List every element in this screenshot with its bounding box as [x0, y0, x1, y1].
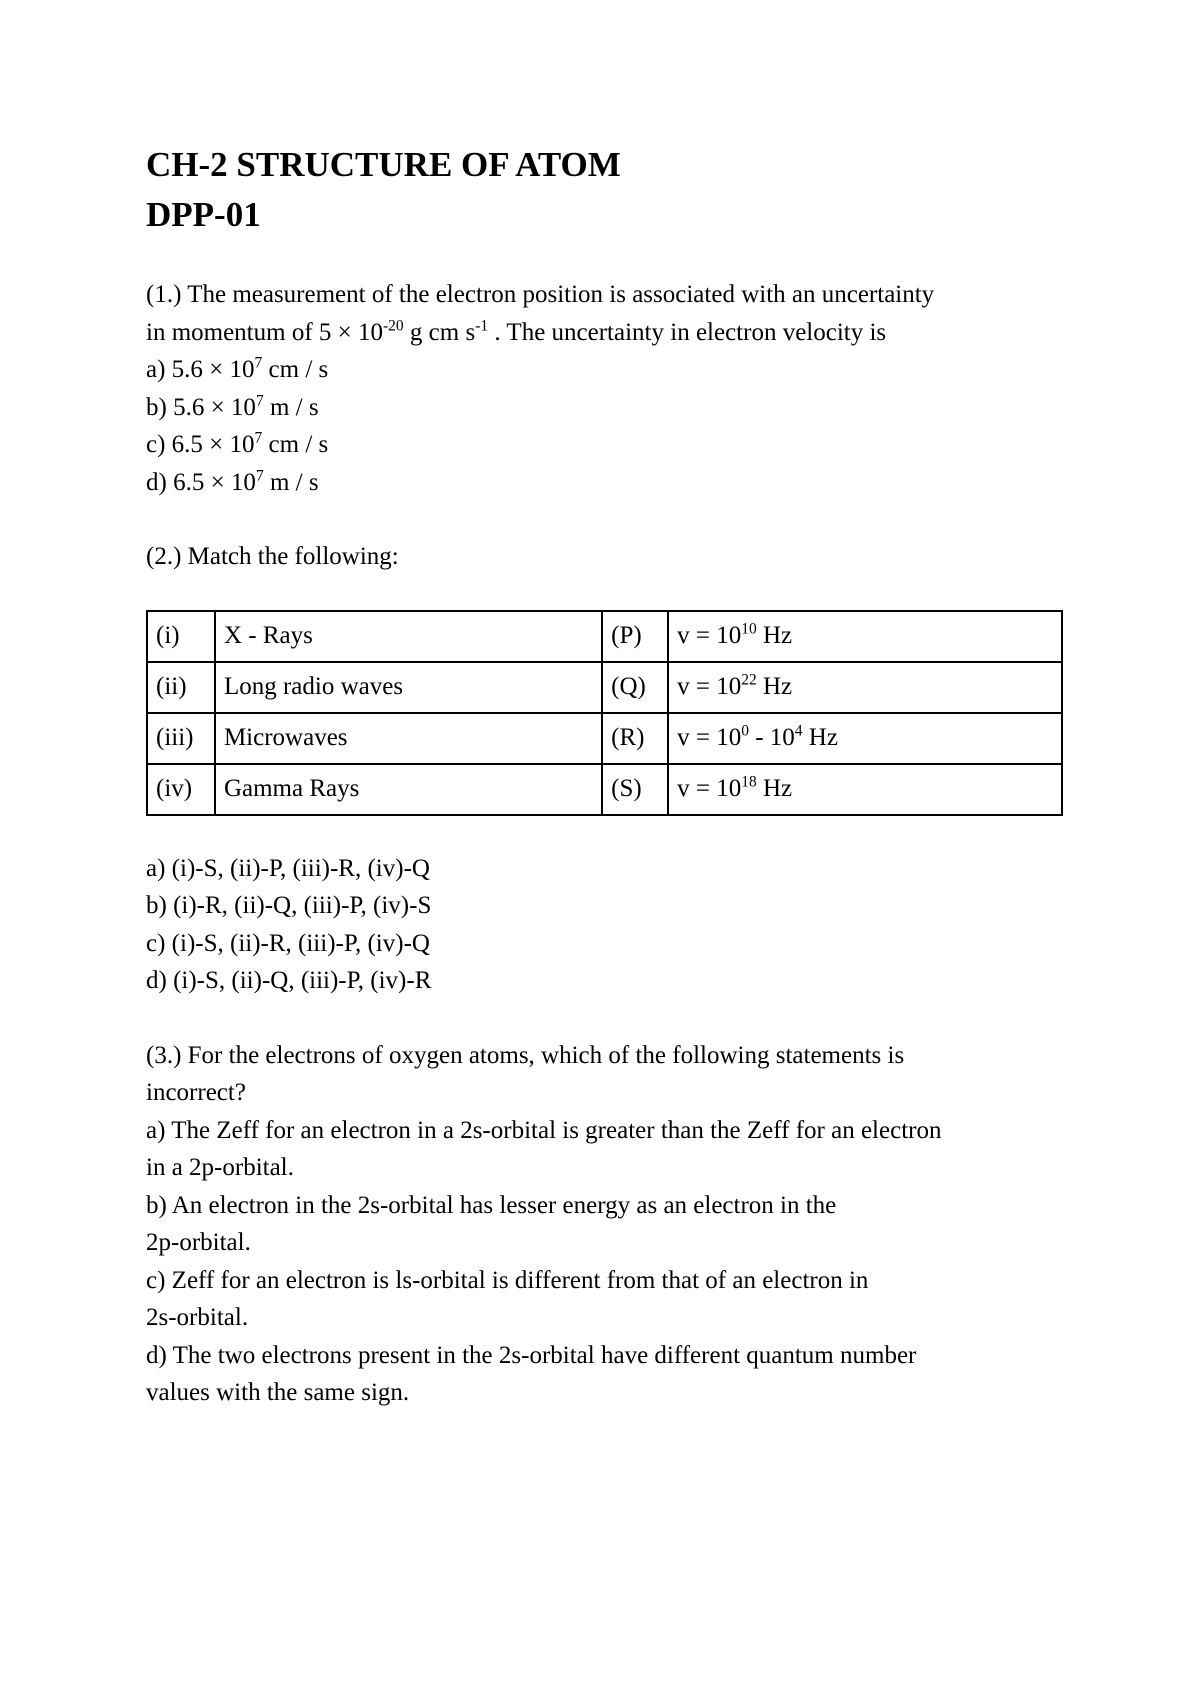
question-3-option-c-cont: 2s‑orbital.	[146, 1304, 249, 1331]
freq-unit: Hz	[756, 622, 793, 649]
q1-line2-exp2: -1	[475, 316, 489, 334]
question-1-option-a	[146, 351, 1066, 389]
question-1-text-line-1: (1.) The measurement of the electron position is associated with an uncertainty	[146, 281, 935, 308]
freq-mid: - 10	[748, 724, 795, 751]
question-2-prompt: (2.) Match the following:	[146, 543, 399, 570]
table-row	[147, 713, 1062, 764]
row-key: (P)	[602, 611, 668, 662]
q1-opt-b-post: m / s	[263, 393, 319, 421]
freq-pre: v = 10	[677, 673, 742, 700]
question-3-option-c: c) Zeff for an electron is ls‑orbital is different from that of an electron in	[146, 1266, 869, 1294]
freq-unit: Hz	[756, 673, 793, 700]
freq-exp: 22	[741, 671, 757, 689]
q1-opt-a-post: cm / s	[262, 356, 329, 383]
q1-opt-c-post: cm / s	[262, 431, 329, 458]
q1-line2-post: . The uncertainty in electron velocity is	[488, 318, 887, 346]
question-2-option-d: d) (i)‑S, (ii)‑Q, (iii)‑P, (iv)‑R	[146, 967, 432, 994]
freq-exp2: 4	[794, 722, 803, 740]
freq-pre: v = 10	[677, 724, 742, 751]
question-3-option-a: a) The Zeff for an electron in a 2s‑orbital is greater than the Zeff for an electron	[146, 1116, 942, 1144]
question-1-option-b	[146, 389, 1066, 427]
question-3-option-b: b) An electron in the 2s‑orbital has lesser energy as an electron in the	[146, 1191, 837, 1219]
freq-unit: Hz	[802, 724, 838, 751]
question-3	[146, 1037, 1066, 1412]
question-2-option-c: c) (i)‑S, (ii)‑R, (iii)‑P, (iv)‑Q	[146, 929, 430, 957]
question-1-option-d	[146, 464, 1066, 502]
freq-exp: 0	[741, 722, 749, 740]
q1-opt-c-exp: 7	[254, 429, 263, 447]
q1-opt-d-exp: 7	[255, 466, 264, 484]
row-frequency	[668, 662, 1062, 713]
question-2-option-a: a) (i)‑S, (ii)‑P, (iii)‑R, (iv)‑Q	[146, 854, 430, 882]
q1-opt-b-exp: 7	[255, 391, 264, 409]
match-table	[146, 610, 1063, 816]
row-item: X - Rays	[215, 611, 602, 662]
table-row	[147, 611, 1062, 662]
question-1-option-c	[146, 426, 1066, 464]
question-3-option-b-cont: 2p‑orbital.	[146, 1229, 251, 1256]
row-item: Microwaves	[215, 713, 602, 764]
question-1-text-line-2	[146, 314, 1066, 352]
row-number: (ii)	[147, 662, 215, 713]
row-item: Gamma Rays	[215, 764, 602, 815]
chapter-title: CH-2 STRUCTURE OF ATOM	[146, 145, 621, 184]
q1-opt-a-pre: a) 5.6 × 10	[146, 356, 255, 383]
question-2-option-b: b) (i)‑R, (ii)‑Q, (iii)‑P, (iv)‑S	[146, 892, 432, 919]
row-frequency	[668, 713, 1062, 764]
row-key: (R)	[602, 713, 668, 764]
q1-line2-pre: in momentum of 5 × 10	[146, 318, 383, 346]
document-page	[146, 140, 1066, 1412]
freq-pre: v = 10	[677, 775, 742, 802]
freq-exp: 18	[741, 773, 757, 791]
table-row	[147, 764, 1062, 815]
dpp-title: DPP-01	[146, 195, 261, 234]
question-3-line: (3.) For the electrons of oxygen atoms, which of the following statements is	[146, 1041, 905, 1069]
q1-opt-d-post: m / s	[263, 468, 319, 496]
q1-opt-d-pre: d) 6.5 × 10	[146, 468, 256, 496]
question-1	[146, 276, 1066, 501]
row-frequency	[668, 611, 1062, 662]
q1-opt-c-pre: c) 6.5 × 10	[146, 431, 255, 458]
question-3-option-a-cont: in a 2p‑orbital.	[146, 1154, 294, 1181]
row-key: (S)	[602, 764, 668, 815]
row-frequency	[668, 764, 1062, 815]
q1-line2-exp: -20	[383, 316, 404, 334]
question-2	[146, 538, 1066, 1000]
row-item: Long radio waves	[215, 662, 602, 713]
question-3-option-d-cont: values with the same sign.	[146, 1379, 410, 1406]
question-3-option-d: d) The two electrons present in the 2s‑orbital have different quantum number	[146, 1341, 917, 1369]
q1-line2-mid: g cm s	[403, 318, 476, 346]
freq-unit: Hz	[756, 775, 793, 802]
question-3-line: incorrect?	[146, 1079, 246, 1106]
row-number: (i)	[147, 611, 215, 662]
row-key: (Q)	[602, 662, 668, 713]
q1-opt-a-exp: 7	[254, 354, 263, 372]
row-number: (iii)	[147, 713, 215, 764]
freq-exp: 10	[741, 620, 757, 638]
freq-pre: v = 10	[677, 622, 742, 649]
table-row	[147, 662, 1062, 713]
row-number: (iv)	[147, 764, 215, 815]
q1-opt-b-pre: b) 5.6 × 10	[146, 393, 256, 421]
